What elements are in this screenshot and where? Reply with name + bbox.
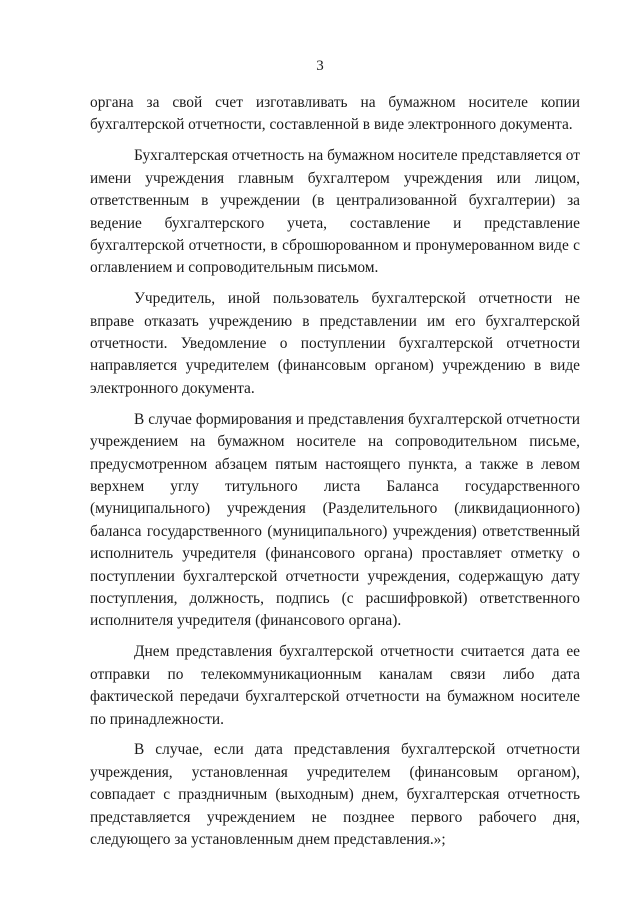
document-body: [90, 92, 580, 860]
paragraph-paper-submission: Бухгалтерская отчетность на бумажном носителе представляется от имени учреждения главным бухгалтером учреждения или лицом, ответственным в учреждении (в централизованной бухгалтерии) за ведение бухгалтерского учета, составление и представление бухгалтерской отчетности, в сброшюрованном и пронумерованном виде с оглавлением и сопроводительным письмом.: [90, 147, 580, 277]
paragraph-holiday-rule: В случае, если дата представления бухгалтерской отчетности учреждения, установленная учредителем (финансовым органом), совпадает с праздничным (выходным) днем, бухгалтерская отчетность представляется учреждением не позднее первого рабочего дня, следующего за установленным днем представления.»;: [90, 741, 580, 849]
page-number: 3: [316, 58, 324, 74]
paragraph-founder-acceptance: Учредитель, иной пользователь бухгалтерской отчетности не вправе отказать учреждению в представлении им его бухгалтерской отчетности. Уведомление о поступлении бухгалтерской отчетности направляется учредителем (финансовым органом) учреждению в виде электронного документа.: [90, 290, 580, 397]
paragraph-receipt-mark: В случае формирования и представления бухгалтерской отчетности учреждением на бумажном носителе на сопроводительном письме, предусмотренном абзацем пятым настоящего пункта, а также в левом верхнем углу титульного листа Баланса государственного (муниципального) учреждения (Разделительного (ликвидационного) баланса государственного (муниципального) учреждения) ответственный исполнитель учредителя (финансового органа) проставляет отметку о поступлении бухгалтерской отчетности учреждения, содержащую дату поступления, должность, подпись (с расшифровкой) ответственного исполнителя учредителя (финансового органа).: [90, 410, 580, 630]
paragraph-continuation: органа за свой счет изготавливать на бумажном носителе копии бухгалтерской отчетности, составленной в виде электронного документа.: [90, 94, 580, 134]
paragraph-submission-date: Днем представления бухгалтерской отчетности считается дата ее отправки по телекоммуникационным каналам связи либо дата фактической передачи бухгалтерской отчетности на бумажном носителе по принадлежности.: [90, 643, 580, 728]
